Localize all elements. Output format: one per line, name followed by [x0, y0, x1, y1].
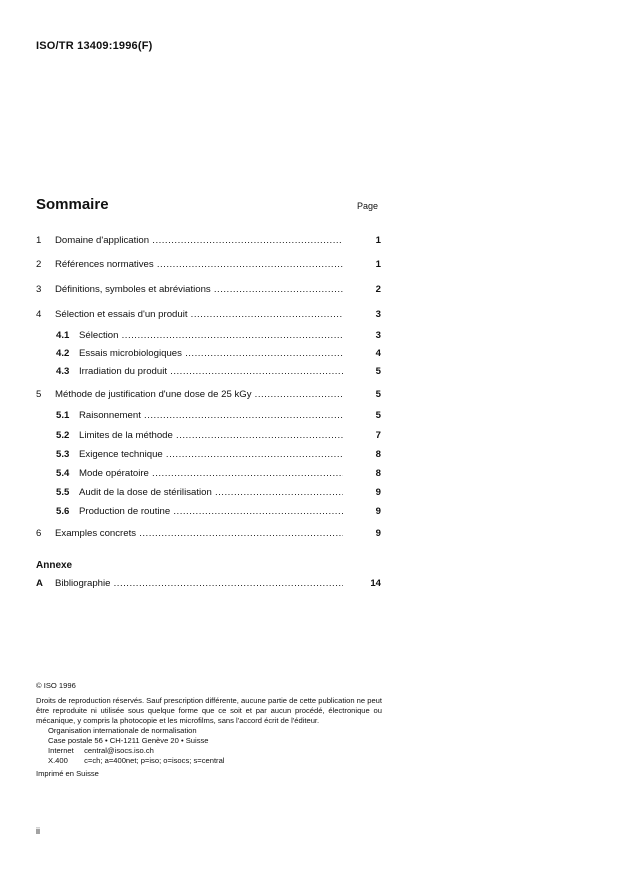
toc-entry-label: Mode opératoire .....	[79, 468, 343, 479]
toc-entry[interactable]	[36, 284, 381, 298]
toc-entry[interactable]	[36, 410, 381, 424]
toc-entry-label: Références normatives .....	[55, 259, 343, 270]
publisher-postal: Case postale 56 • CH-1211 Genève 20 • Suisse	[48, 736, 209, 745]
toc-entry-label: Bibliographie .....	[55, 578, 343, 589]
toc-entry[interactable]	[36, 430, 381, 444]
toc-entry[interactable]	[36, 528, 381, 542]
toc-entry-number: 5.6	[56, 506, 70, 517]
toc-entry[interactable]	[36, 259, 381, 273]
internet-address[interactable]: central@isocs.iso.ch	[84, 746, 154, 755]
toc-entry-page: 14	[357, 578, 381, 589]
toc-entry-number: 3	[36, 284, 42, 295]
toc-entry[interactable]	[36, 487, 381, 501]
toc-entry-page: 9	[357, 487, 381, 498]
toc-entry-label: Exigence technique .....	[79, 449, 343, 460]
toc-entry[interactable]	[36, 389, 381, 403]
x400-address: c=ch; a=400net; p=iso; o=isocs; s=central	[84, 756, 225, 765]
toc-entry-page: 5	[357, 410, 381, 421]
toc-entry-label: Examples concrets .....	[55, 528, 343, 539]
toc-entry-label: Sélection .....	[79, 330, 343, 341]
toc-entry[interactable]	[36, 449, 381, 463]
toc-entry[interactable]	[36, 235, 381, 249]
toc-entry-number: 4.2	[56, 348, 70, 359]
toc-entry-label: Production de routine .....	[79, 506, 343, 517]
page-folio: ii	[36, 826, 40, 836]
annex-heading: Annexe	[36, 560, 73, 571]
toc-entry-page: 7	[357, 430, 381, 441]
toc-entry-page: 8	[357, 468, 381, 479]
publisher-internet	[48, 746, 382, 756]
toc-entry[interactable]	[36, 366, 381, 380]
x400-label: X.400	[48, 756, 68, 765]
copyright-line: © ISO 1996	[36, 681, 76, 690]
toc-entry-page: 8	[357, 449, 381, 460]
toc-entry-label: Domaine d'application .....	[55, 235, 343, 246]
toc-entry-page: 1	[357, 259, 381, 270]
toc-entry[interactable]	[36, 330, 381, 344]
toc-entry-page: 9	[357, 506, 381, 517]
toc-entry-number: 4.1	[56, 330, 70, 341]
toc-entry-label: Limites de la méthode .....	[79, 430, 343, 441]
toc-entry-number: 6	[36, 528, 42, 539]
toc-entry-page: 1	[357, 235, 381, 246]
toc-entry-number: 5.4	[56, 468, 70, 479]
toc-page-heading: Page	[357, 201, 379, 211]
toc-entry-label: Essais microbiologiques .....	[79, 348, 343, 359]
internet-label: Internet	[48, 746, 74, 755]
toc-annex-entry[interactable]	[36, 578, 381, 592]
publisher-x400	[48, 756, 382, 766]
toc-entry-number: 4.3	[56, 366, 70, 377]
toc-entry-number: 5.1	[56, 410, 70, 421]
toc-entry-label: Irradiation du produit .....	[79, 366, 343, 377]
toc-entry-page: 9	[357, 528, 381, 539]
toc-entry-number: A	[36, 578, 43, 589]
toc-entry-number: 5	[36, 389, 42, 400]
toc-entry[interactable]	[36, 348, 381, 362]
toc-entry[interactable]	[36, 506, 381, 520]
toc-entry-number: 2	[36, 259, 42, 270]
toc-entry-number: 5.5	[56, 487, 70, 498]
copyright-block	[36, 681, 382, 779]
toc-title: Sommaire	[36, 196, 109, 213]
toc-entry-page: 3	[357, 330, 381, 341]
toc-entry-label: Audit de la dose de stérilisation .....	[79, 487, 343, 498]
copyright-notice: Droits de reproduction réservés. Sauf prescription différente, aucune partie de cette publication ne peut être reproduite ni utilisée sous quelque forme que ce soit et par aucun procédé, électronique ou mécanique, y compris la photocopie et les microfilms, sans l'accord écrit de l'éditeur.	[36, 696, 383, 725]
toc-entry-number: 1	[36, 235, 42, 246]
toc-entry-label: Définitions, symboles et abréviations .....	[55, 284, 343, 295]
toc-entry-page: 3	[357, 309, 381, 320]
publisher-address	[48, 726, 382, 766]
toc-entry-page: 4	[357, 348, 381, 359]
toc-entry[interactable]	[36, 309, 381, 323]
toc-entry-number: 5.3	[56, 449, 70, 460]
toc-entry-label: Méthode de justification d'une dose de 25 kGy .....	[55, 389, 343, 400]
publisher-org: Organisation internationale de normalisation	[48, 726, 197, 735]
toc-entry-label: Raisonnement .....	[79, 410, 343, 421]
toc-entry-number: 5.2	[56, 430, 70, 441]
toc-entry-page: 5	[357, 389, 381, 400]
toc-entry-page: 5	[357, 366, 381, 377]
toc-entry[interactable]	[36, 468, 381, 482]
toc-entry-page: 2	[357, 284, 381, 295]
toc-entry-label: Sélection et essais d'un produit .....	[55, 309, 343, 320]
printed-in: Imprimé en Suisse	[36, 769, 99, 778]
document-id: ISO/TR 13409:1996(F)	[36, 40, 153, 52]
toc-entry-number: 4	[36, 309, 42, 320]
